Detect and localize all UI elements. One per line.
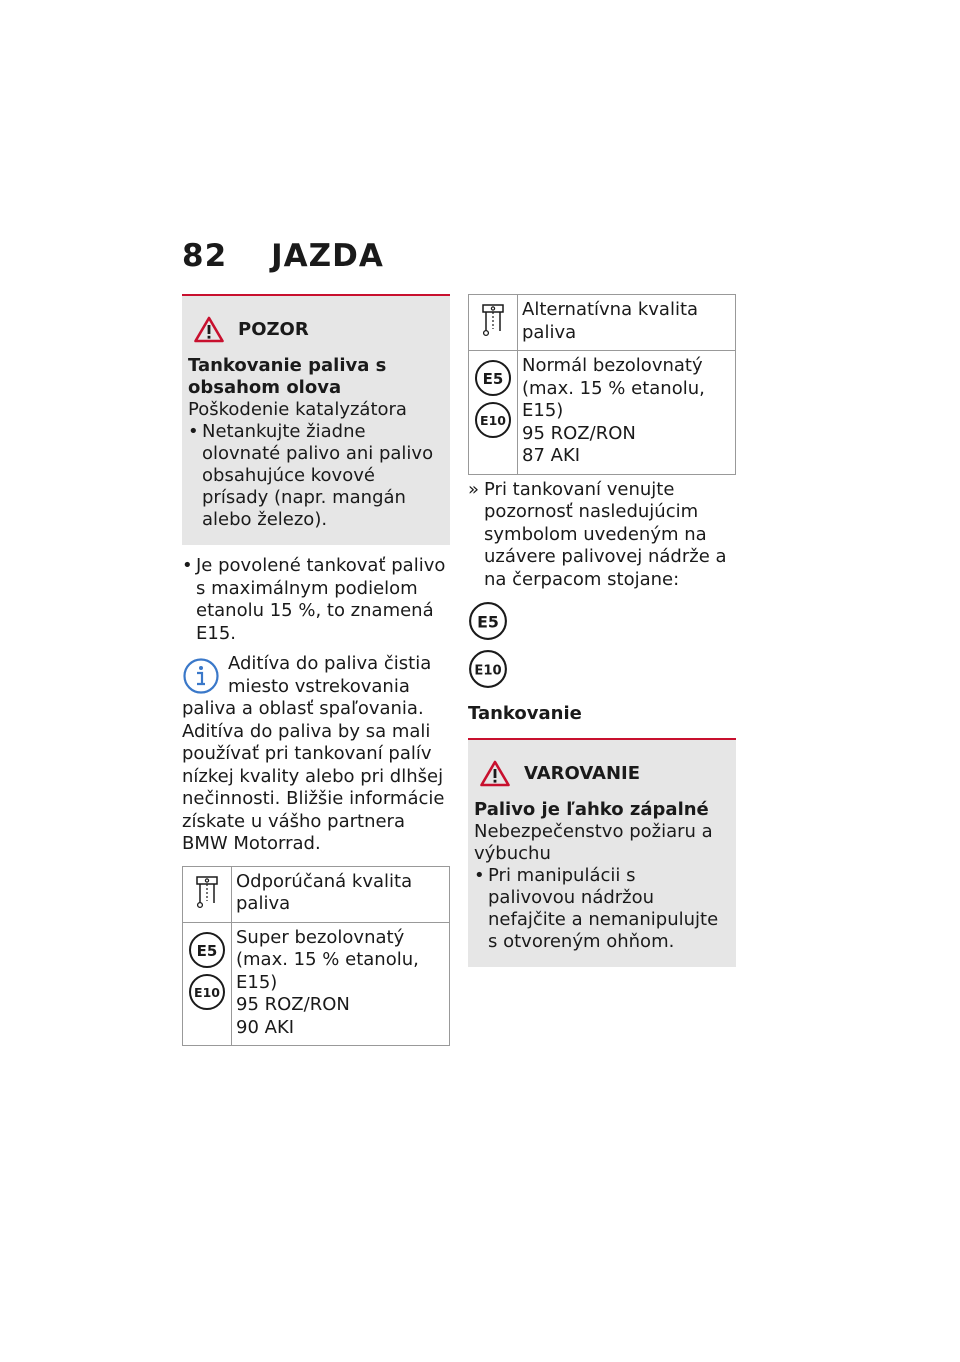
caution-bullet (188, 421, 440, 531)
caution-title: Tankovanie paliva s obsahom olova (188, 355, 387, 398)
warning-bullet (474, 865, 726, 953)
recommended-line-3: 90 AKI (236, 1016, 295, 1038)
svg-text:E10: E10 (474, 663, 502, 679)
ethanol-bullet (182, 555, 450, 645)
recommended-details (232, 922, 450, 1046)
section-title: JAZDA (271, 238, 384, 274)
warning-box (468, 738, 736, 967)
page-header (182, 238, 384, 274)
warning-label: VAROVANIE (524, 762, 641, 784)
step-arrow-icon: » (468, 478, 480, 500)
info-line-2: miesto vstrekovania (228, 675, 410, 697)
ethanol-bullet-text: Je povolené tankovať palivo s maximálnym podielom etanolu 15 %, to znamená E15. (196, 555, 446, 644)
e10-symbol-icon (474, 401, 512, 439)
info-rest: paliva a oblasť spaľovania. Aditíva do paliva by sa mali používať pri tankovaní palív nízkej kvality alebo pri dlhšej nečinnosti. Bližšie informácie získate u vášho partnera BMW Motorrad. (182, 698, 445, 854)
fuel-gauge-cell (183, 866, 232, 922)
table-row (469, 295, 736, 351)
svg-text:E5: E5 (482, 370, 504, 388)
warning-title: Palivo je ľahko zápalné (474, 799, 709, 820)
alternative-line-3: 87 AKI (522, 445, 581, 466)
caution-desc: Poškodenie katalyzátora (188, 399, 407, 420)
caution-bullet-text: Netankujte žiadne olovnaté palivo ani palivo obsahujúce kovové prísady (napr. mangán alebo železo). (202, 421, 434, 530)
table-row (469, 351, 736, 475)
fuel-symbols-cell (183, 922, 232, 1046)
recommended-line-1: Super bezolovnatý (max. 15 % etanolu, E15) (236, 926, 419, 993)
bullet-dot-icon: • (188, 421, 199, 442)
warning-bullet-text: Pri manipulácii s palivovou nádržou nefajčite a nemanipulujte s otvoreným ohňom. (488, 865, 719, 952)
bullet-dot-icon: • (474, 865, 485, 886)
alternative-header: Alternatívna kvalita paliva (518, 295, 736, 351)
section-subheading: Tankovanie (468, 703, 582, 724)
warning-triangle-icon (194, 316, 224, 343)
svg-text:E10: E10 (480, 413, 506, 428)
svg-text:E5: E5 (196, 941, 218, 960)
e5-symbol-icon (468, 601, 508, 641)
info-icon (182, 657, 220, 695)
table-row (183, 866, 450, 922)
recommended-fuel-table (182, 866, 450, 1047)
e5-symbol-icon (474, 359, 512, 397)
page-number: 82 (182, 238, 228, 274)
svg-text:E10: E10 (194, 984, 220, 1000)
caution-label: POZOR (238, 318, 309, 340)
caution-box (182, 294, 450, 545)
caution-header (188, 316, 440, 343)
alternative-line-2: 95 ROZ/RON (522, 422, 636, 444)
info-note (182, 653, 450, 856)
fuel-gauge-cell (469, 295, 518, 351)
left-column (182, 294, 450, 1046)
table-row (183, 922, 450, 1046)
e10-symbol-icon (188, 973, 226, 1011)
info-line-1: Aditíva do paliva čistia (228, 653, 432, 674)
fuel-pump-icon (194, 875, 220, 909)
recommended-header: Odporúčaná kvalita paliva (232, 866, 450, 922)
fuel-pump-icon (480, 303, 506, 337)
fuel-symbols (468, 601, 736, 689)
warning-header (474, 760, 726, 787)
alternative-line-1: Normál bezolovnatý (max. 15 % etanolu, E15) (522, 355, 705, 421)
step-instruction (468, 479, 736, 592)
bullet-dot-icon: • (182, 555, 193, 576)
step-text: Pri tankovaní venujte pozornosť nasledujúcim symbolom uvedeným na uzávere palivovej nádrže a na čerpacom stojane: (484, 478, 727, 590)
fuel-symbols-cell (469, 351, 518, 475)
warning-desc: Nebezpečenstvo požiaru a výbuchu (474, 821, 713, 864)
e10-symbol-icon (468, 649, 508, 689)
svg-text:E5: E5 (477, 612, 499, 632)
warning-triangle-icon (480, 760, 510, 787)
alternative-details (518, 351, 736, 475)
right-column (468, 294, 736, 967)
alternative-fuel-table (468, 294, 736, 475)
recommended-line-2: 95 ROZ/RON (236, 994, 350, 1015)
e5-symbol-icon (188, 931, 226, 969)
